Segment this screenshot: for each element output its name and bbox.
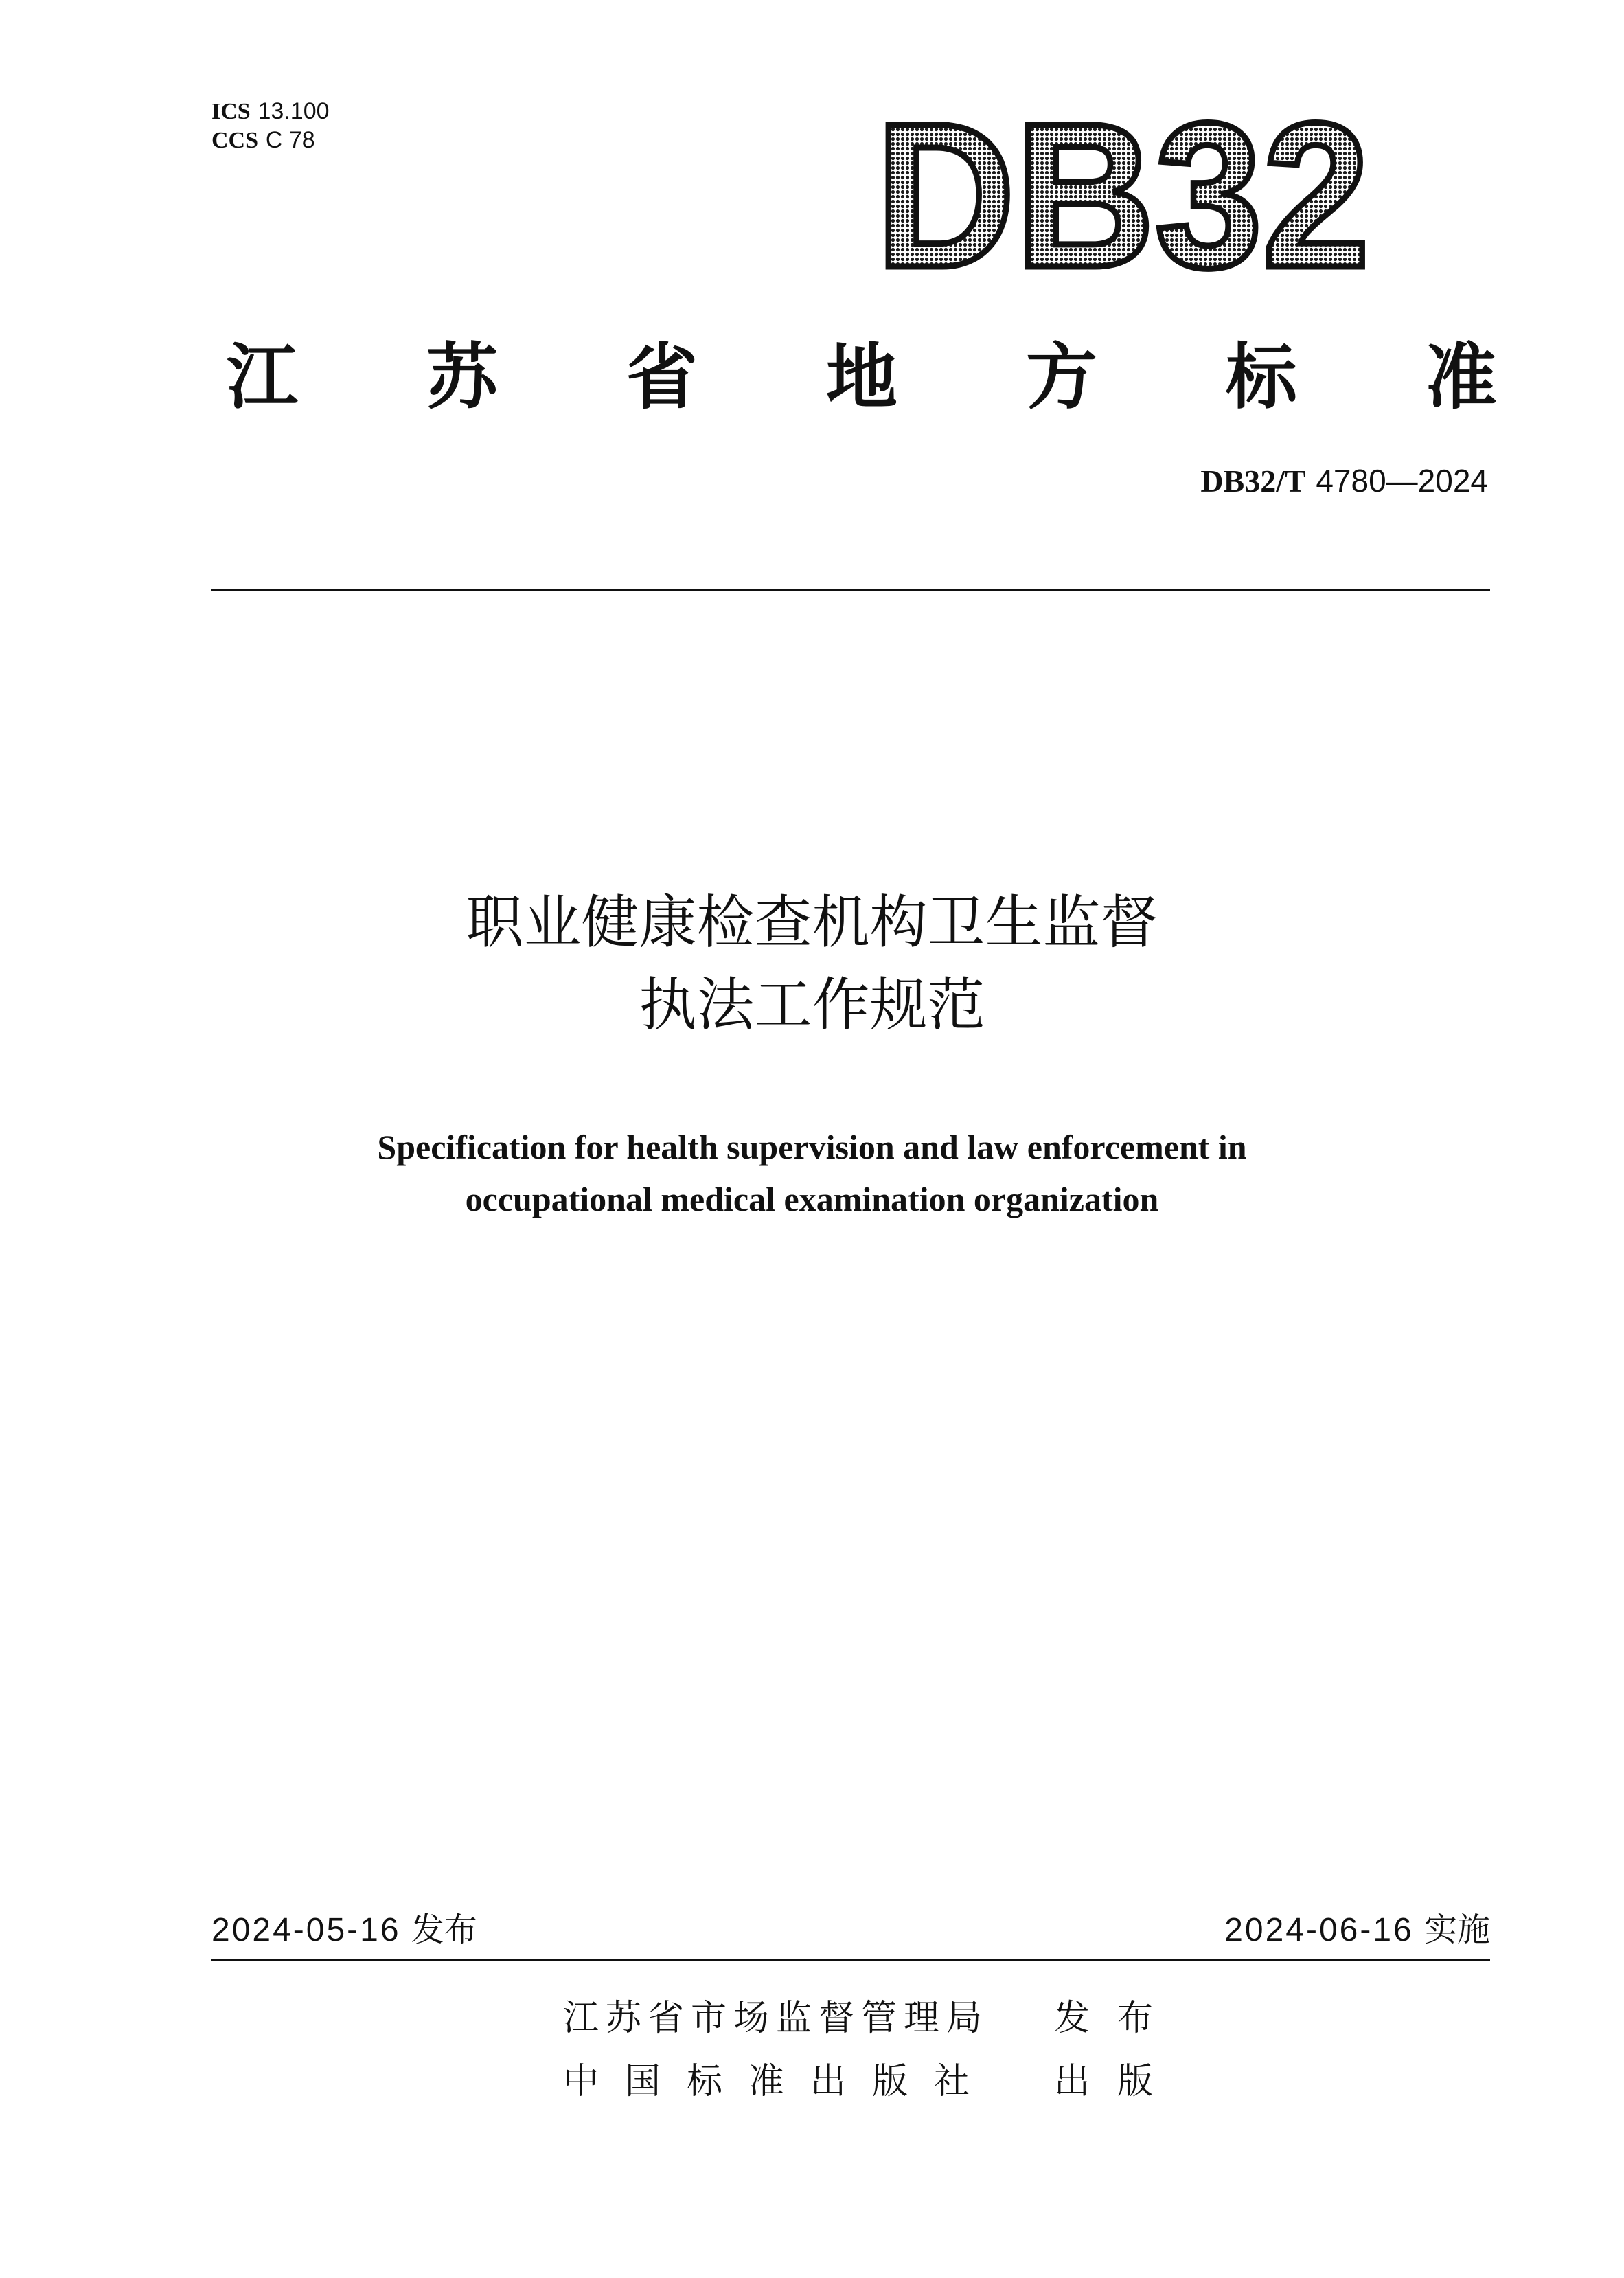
issue-date-label: 发布 <box>411 1911 477 1949</box>
province-title-char: 地 <box>825 335 897 419</box>
province-title-char: 标 <box>1225 335 1297 419</box>
ccs-label: CCS <box>211 128 259 153</box>
province-standard-title <box>227 319 1497 422</box>
issue-date-value: 2024-05-16 <box>211 1912 401 1948</box>
issue-date <box>211 1909 477 1951</box>
ics-value: 13.100 <box>258 98 330 124</box>
db32-logo-text: DB32 <box>876 103 1370 302</box>
press-role: 出版 <box>1054 2061 1181 2102</box>
province-title-char: 省 <box>626 335 698 419</box>
implement-date <box>1224 1909 1490 1951</box>
province-title-char: 江 <box>227 335 299 419</box>
issuer-role: 发布 <box>1054 1998 1181 2039</box>
standard-number-value: 4780—2024 <box>1316 463 1488 499</box>
title-en-line2: occupational medical examination organization <box>465 1180 1159 1218</box>
title-cn-line1: 职业健康检查机构卫生监督 <box>466 889 1158 956</box>
province-title-char: 方 <box>1025 335 1097 419</box>
ics-code <box>211 98 330 126</box>
header-divider <box>211 589 1490 591</box>
ccs-value: C 78 <box>265 127 315 153</box>
implement-date-label: 实施 <box>1423 1911 1490 1949</box>
ccs-code <box>211 126 315 155</box>
footer-divider <box>211 1959 1490 1961</box>
standard-number <box>1200 462 1488 501</box>
press-name: 中国标准出版社 <box>563 2061 996 2102</box>
standard-number-prefix: DB32/T <box>1200 464 1306 499</box>
province-title-char: 苏 <box>426 335 498 419</box>
implement-date-value: 2024-06-16 <box>1224 1912 1414 1948</box>
issuer-name: 江苏省市场监督管理局 <box>563 1998 990 2039</box>
ics-label: ICS <box>211 99 251 124</box>
title-en-line1: Specification for health supervision and law enforcement in <box>377 1128 1247 1166</box>
title-cn-line2: 执法工作规范 <box>639 971 985 1038</box>
province-title-char: 准 <box>1425 335 1497 419</box>
db32-logo <box>862 103 1384 302</box>
